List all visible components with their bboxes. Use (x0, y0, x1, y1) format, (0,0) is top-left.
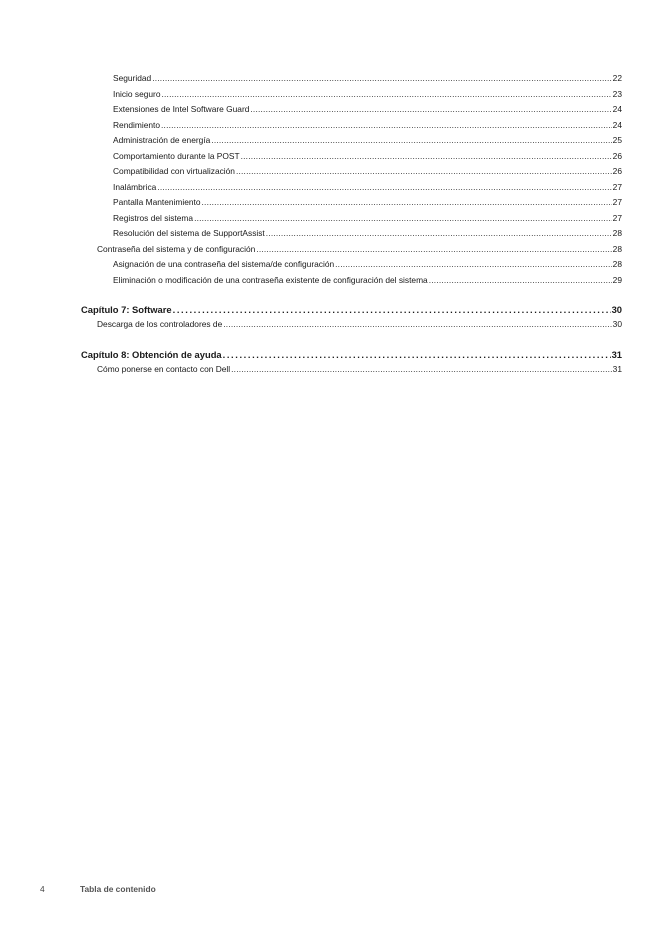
toc-entry-title: Registros del sistema (113, 212, 194, 223)
toc-entry-title: Seguridad (113, 73, 152, 83)
toc-entry-title: Pantalla Mantenimiento (113, 197, 201, 207)
toc-chapter-7[interactable] (81, 302, 622, 317)
toc-entry-page: 27 (612, 181, 622, 192)
toc-entry-title: Administración de energía (113, 135, 211, 145)
toc-entry-page: 30 (612, 319, 622, 329)
toc-entry-seguridad[interactable] (81, 71, 622, 87)
toc-chapter-title: Capítulo 8: Obtención de ayuda (81, 348, 222, 360)
toc-entry-comportamiento-post[interactable] (81, 149, 622, 165)
toc-entry-title: Asignación de una contraseña del sistema/de configuración (113, 259, 335, 269)
dot-leader (429, 273, 612, 289)
toc-section-contrasena[interactable] (81, 242, 622, 258)
toc-entry-page: 26 (612, 166, 622, 176)
toc-entry-page: 31 (612, 363, 622, 374)
dot-leader (335, 257, 612, 273)
toc-entry-administracion-energia[interactable] (81, 133, 622, 149)
toc-entry-page: 23 (612, 88, 622, 99)
dot-leader (157, 180, 611, 196)
toc-entry-page: 24 (612, 119, 622, 130)
toc-entry-title: Cómo ponerse en contacto con Dell (97, 363, 231, 374)
toc-entry-title: Rendimiento (113, 119, 161, 130)
toc-entry-page: 25 (612, 135, 622, 145)
dot-leader (266, 226, 612, 242)
dot-leader (223, 347, 611, 362)
toc-entry-title: Contraseña del sistema y de configuración (97, 243, 256, 254)
toc-entry-registros-sistema[interactable] (81, 211, 622, 227)
toc-entry-title: Compatibilidad con virtualización (113, 166, 235, 176)
toc-entry-rendimiento[interactable] (81, 118, 622, 134)
dot-leader (202, 195, 612, 211)
toc-entry-page: 28 (612, 259, 622, 269)
toc-entry-descarga-controladores[interactable] (81, 317, 622, 333)
dot-leader (161, 118, 612, 134)
toc-entry-asignacion-contrasena[interactable] (81, 257, 622, 273)
toc-entry-page: 29 (612, 274, 622, 285)
dot-leader (256, 242, 611, 258)
dot-leader (250, 102, 611, 118)
page-footer (40, 884, 156, 894)
toc-entry-page: 27 (612, 212, 622, 223)
footer-title: Tabla de contenido (80, 884, 156, 894)
toc-entry-virtualizacion[interactable] (81, 164, 622, 180)
toc-entry-page: 26 (612, 150, 622, 161)
toc-entry-title: Inalámbrica (113, 181, 157, 192)
table-of-contents (81, 71, 622, 377)
dot-leader (173, 302, 611, 317)
toc-entry-title: Comportamiento durante la POST (113, 150, 240, 161)
toc-chapter-title: Capítulo 7: Software (81, 304, 172, 315)
toc-entry-title: Inicio seguro (113, 88, 161, 99)
dot-leader (162, 87, 612, 103)
footer-page-number: 4 (40, 884, 45, 894)
toc-entry-inicio-seguro[interactable] (81, 87, 622, 103)
toc-entry-eliminacion-contrasena[interactable] (81, 273, 622, 289)
toc-entry-title: Extensiones de Intel Software Guard (113, 104, 250, 114)
toc-entry-contacto-dell[interactable] (81, 362, 622, 378)
toc-entry-inalambrica[interactable] (81, 180, 622, 196)
dot-leader (223, 317, 611, 333)
toc-chapter-page: 30 (611, 304, 622, 315)
toc-entry-page: 28 (612, 243, 622, 254)
dot-leader (236, 164, 612, 180)
toc-entry-page: 27 (612, 197, 622, 207)
toc-entry-title: Resolución del sistema de SupportAssist (113, 228, 265, 238)
dot-leader (211, 133, 611, 149)
dot-leader (194, 211, 612, 227)
toc-entry-page: 22 (612, 73, 622, 83)
dot-leader (231, 362, 612, 378)
dot-leader (152, 71, 611, 87)
toc-entry-title: Descarga de los controladores de (97, 319, 223, 329)
dot-leader (241, 149, 612, 165)
toc-entry-page: 28 (612, 228, 622, 238)
toc-chapter-page: 31 (611, 348, 622, 360)
toc-entry-intel-sgx[interactable] (81, 102, 622, 118)
toc-entry-supportassist[interactable] (81, 226, 622, 242)
toc-entry-page: 24 (612, 104, 622, 114)
toc-entry-pantalla-mantenimiento[interactable] (81, 195, 622, 211)
toc-chapter-8[interactable] (81, 347, 622, 362)
toc-entry-title: Eliminación o modificación de una contraseña existente de configuración del sistema (113, 274, 428, 285)
